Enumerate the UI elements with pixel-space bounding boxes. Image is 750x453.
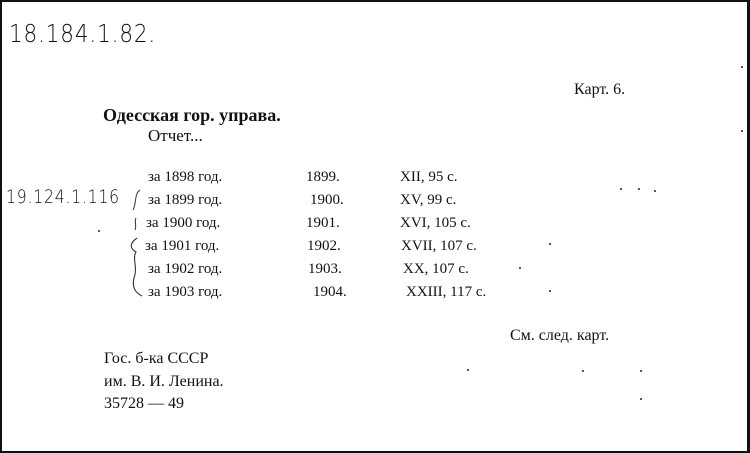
row-year: за 1902 год. xyxy=(148,261,223,277)
library-name: Гос. б-ка СССР xyxy=(104,350,209,367)
row-volume: XII, 95 с. xyxy=(400,169,458,185)
row-year: за 1901 год. xyxy=(145,238,220,254)
row-volume: XXIII, 117 с. xyxy=(406,284,487,300)
row-volume: XX, 107 с. xyxy=(403,261,469,277)
row-volume: XV, 99 с. xyxy=(400,192,457,208)
row-next-year: 1899. xyxy=(306,169,340,185)
row-next-year: 1903. xyxy=(308,261,342,277)
row-next-year: 1900. xyxy=(310,192,344,208)
row-next-year: 1904. xyxy=(313,284,347,300)
row-year: за 1903 год. xyxy=(148,284,223,300)
card-subheading: Отчет... xyxy=(148,126,203,145)
handwritten-shelf-code: 18.184.1.82. xyxy=(9,19,157,48)
library-print-number: 35728 — 49 xyxy=(104,395,184,412)
row-year: за 1900 год. xyxy=(146,215,221,231)
pencil-bracket xyxy=(128,188,146,300)
card-number: Карт. 6. xyxy=(574,81,626,98)
row-next-year: 1902. xyxy=(307,238,341,254)
row-next-year: 1901. xyxy=(306,215,340,231)
see-next-card-note: См. след. карт. xyxy=(510,327,610,344)
handwritten-side-code: 19.124.1.116 xyxy=(6,186,120,208)
row-year: за 1899 год. xyxy=(148,192,223,208)
row-year: за 1898 год. xyxy=(148,169,223,185)
row-volume: XVI, 105 с. xyxy=(400,215,471,231)
row-volume: XVII, 107 с. xyxy=(401,238,477,254)
library-name-line2: им. В. И. Ленина. xyxy=(104,373,224,390)
card-heading: Одесская гор. управа. xyxy=(103,105,281,125)
